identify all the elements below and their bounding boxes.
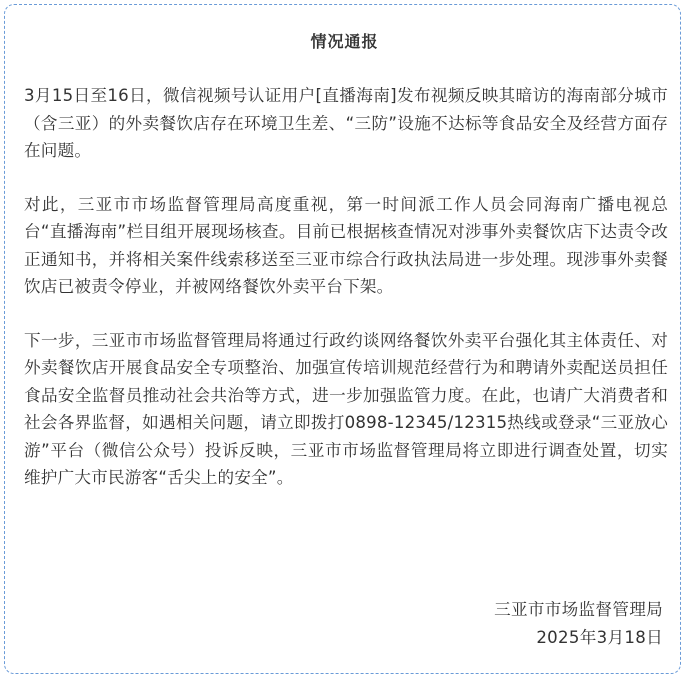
signature-organization: 三亚市市场监督管理局 <box>494 600 663 619</box>
notice-title: 情况通报 <box>310 32 379 51</box>
signature-block <box>494 596 663 652</box>
notice-paragraph-2: 对此，三亚市市场监督管理局高度重视，第一时间派工作人员会同海南广播电视总台“直播海南”栏目组开展现场核查。目前已根据核查情况对涉事外卖餐饮店下达责令改正通知书，并将相关案件线索移送至三亚市综合行政执法局进一步处理。现涉事外卖餐饮店已被责令停业，并被网络餐饮外卖平台下架。 <box>24 194 668 296</box>
signature-date: 2025年3月18日 <box>536 628 663 647</box>
notice-paragraph-1: 3月15日至16日，微信视频号认证用户[直播海南]发布视频反映其暗访的海南部分城市（含三亚）的外卖餐饮店存在环境卫生差、“三防”设施不达标等食品安全及经营方面存在问题。 <box>24 86 668 160</box>
notice-paragraph-3: 下一步，三亚市市场监督管理局将通过行政约谈网络餐饮外卖平台强化其主体责任、对外卖餐饮店开展食品安全专项整治、加强宣传培训规范经营行为和聘请外卖配送员担任食品安全监督员推动社会共治等方式，进一步加强监管力度。在此，也请广大消费者和社会各界监督，如遇相关问题，请立即拨打0898-12345/12315热线或登录“三亚放心游”平台（微信公众号）投诉反映，三亚市市场监督管理局将立即进行调查处置，切实维护广大市民游客“舌尖上的安全”。 <box>24 330 668 487</box>
notice-body <box>24 82 668 518</box>
